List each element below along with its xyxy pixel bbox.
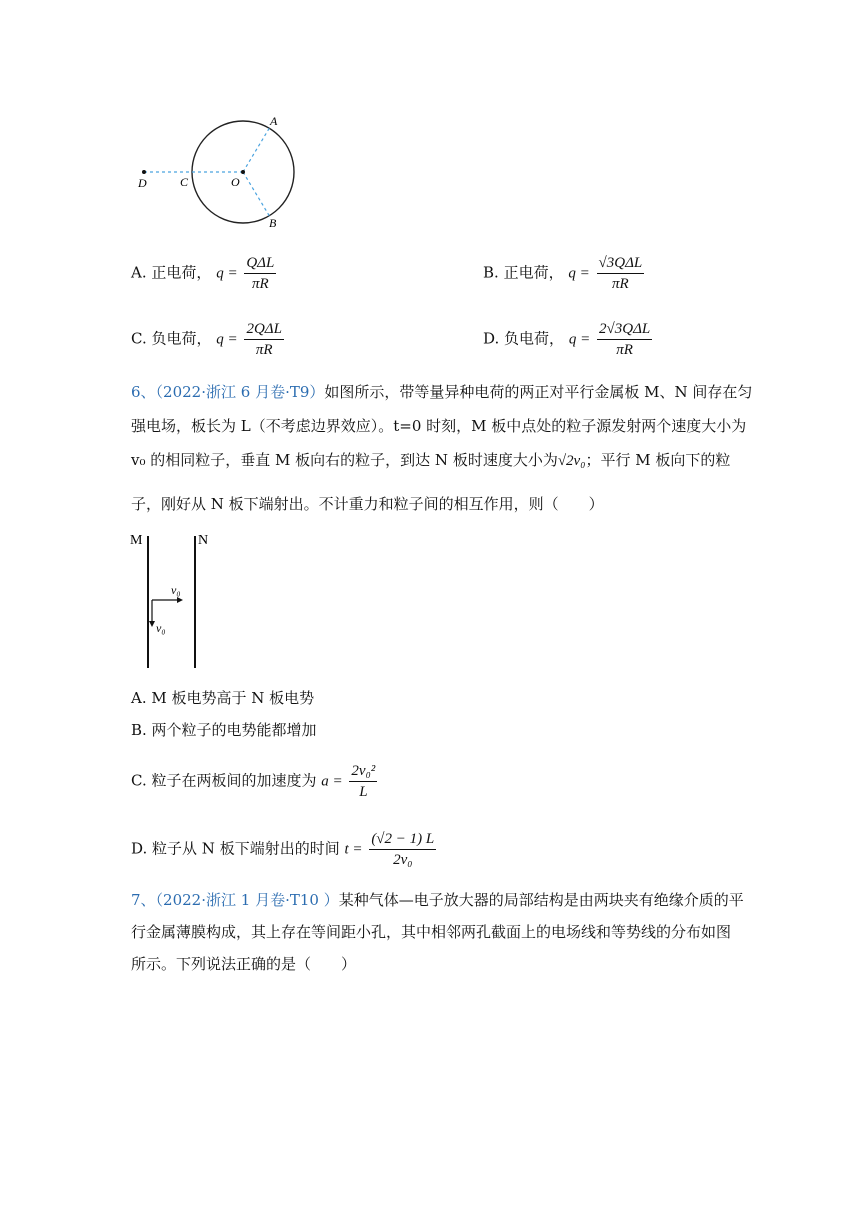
plates-figure (128, 528, 228, 672)
fraction: $\frac{\text{√3QΔL}}{\pi R}$ (598, 255, 643, 292)
q5-option-d[interactable]: D. 负电荷， q = $\frac{\text{2√3QΔL}}{\pi R}$ (483, 321, 651, 358)
q7-source: （2022·浙江 1 月卷·T10 ） (155, 891, 339, 909)
q7-line-3: 所示。下列说法正确的是（ ） (131, 955, 357, 973)
q6-line-2: 强电场，板长为 L（不考虑边界效应）。t=0 时刻，M 板中点处的粒子源发射两个速度大小为 (131, 417, 747, 435)
label-o: O (231, 175, 240, 189)
label-c: C (180, 175, 189, 189)
fraction: $\frac{\text{2QΔL}}{\pi R}$ (246, 321, 282, 358)
q7-line-1: 7、（2022·浙江 1 月卷·T10 ）某种气体—电子放大器的局部结构是由两块夹有绝缘介质的平 (131, 891, 744, 909)
q5-option-c[interactable]: C. 负电荷， q = $\frac{\text{2QΔL}}{\pi R}$ (131, 321, 282, 358)
q6-option-a[interactable]: A. M 板电势高于 N 板电势 (131, 689, 315, 707)
label-n: N (198, 533, 209, 548)
q6-option-d[interactable]: D. 粒子从 N 板下端射出的时间 t = $\frac{(√2 - 1) L}{\text{2v₀}}$ (131, 831, 435, 868)
point-o (241, 170, 245, 174)
label-v-down: v₀ (156, 621, 166, 635)
q6-line-4: 子，刚好从 N 板下端射出。不计重力和粒子间的相互作用，则（ ） (131, 495, 604, 513)
fraction: $\frac{\text{2v₀²}}{L}$ (351, 763, 376, 800)
fraction: $\frac{(√2 - 1) L}{\text{2v₀}}$ (371, 831, 435, 868)
fraction: $\frac{\text{2√3QΔL}}{\pi R}$ (599, 321, 651, 358)
label-d: D (138, 176, 147, 190)
circle-figure (130, 108, 310, 232)
label-m: M (130, 533, 143, 548)
label-v-right: v₀ (171, 583, 181, 597)
point-d (142, 170, 146, 174)
q5-option-b[interactable]: B. 正电荷， q = $\frac{\text{√3QΔL}}{\pi R}$ (483, 255, 643, 292)
q7-line-2: 行金属薄膜构成，其上存在等间距小孔，其中相邻两孔截面上的电场线和等势线的分布如图 (131, 923, 732, 941)
dashed-line-ob (243, 172, 270, 217)
fraction: $\frac{\text{QΔL}}{\pi R}$ (246, 255, 275, 292)
q6-line-1: 6、（2022·浙江 6 月卷·T9）如图所示，带等量异种电荷的两正对平行金属板 M、N 间存在匀 (131, 383, 753, 401)
arrow-right-icon (177, 597, 183, 603)
q6-source: （2022·浙江 6 月卷·T9） (155, 383, 325, 401)
q6-line-3: v₀ 的相同粒子，垂直 M 板向右的粒子，到达 N 板时速度大小为√2v₀；平行 M 板向下的粒 (131, 451, 731, 469)
label-b: B (269, 216, 277, 230)
dashed-line-oa (243, 127, 270, 172)
speed-expression: √2v₀ (557, 453, 586, 469)
q6-number: 6、 (131, 383, 156, 401)
arrow-down-icon (149, 621, 155, 627)
q6-option-c[interactable]: C. 粒子在两板间的加速度为 a = $\frac{\text{2v₀²}}{L}$ (131, 763, 376, 800)
q7-number: 7、 (131, 891, 156, 909)
q5-option-a[interactable]: A. 正电荷， q = $\frac{\text{QΔL}}{\pi R}$ (131, 255, 275, 292)
label-a: A (270, 114, 278, 128)
q6-option-b[interactable]: B. 两个粒子的电势能都增加 (131, 721, 317, 739)
